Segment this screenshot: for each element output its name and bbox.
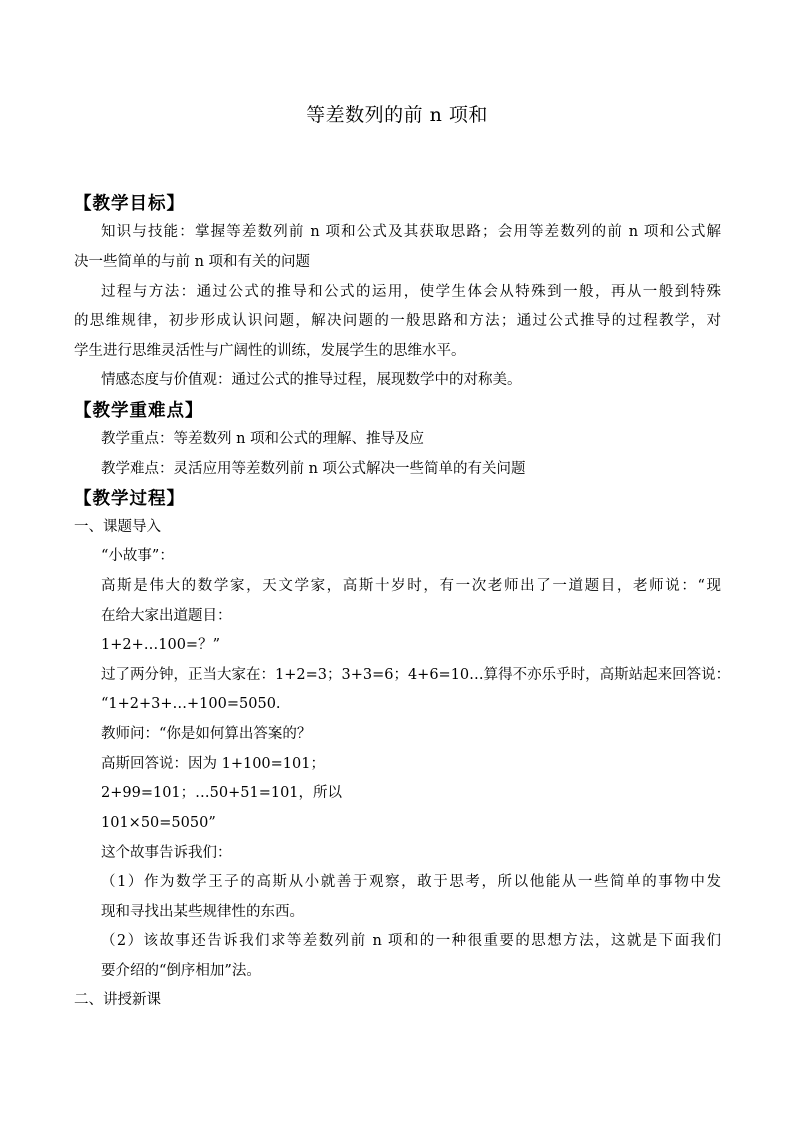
- section-heading-process: 【教学过程】: [74, 489, 185, 509]
- goal-knowledge-line-2: 决一些简单的与前 n 项和有关的问题: [74, 254, 311, 270]
- story-line-8: 2+99=101；…50+51=101，所以: [101, 785, 343, 801]
- story-line-6: 教师问：“你是如何算出答案的？: [101, 726, 312, 742]
- story-line-5: “1+2+3+…+100=5050.: [101, 696, 281, 712]
- section-heading-goals: 【教学目标】: [74, 194, 185, 214]
- part1-title: 一、课题导入: [74, 519, 161, 535]
- lesson-1-line-1: （1）作为数学王子的高斯从小就善于观察，敢于思考，所以他能从一些简单的事物中发: [101, 874, 721, 890]
- lesson-2-line-2: 要介绍的“倒序相加”法。: [101, 963, 261, 979]
- story-line-9: 101×50=5050”: [101, 815, 216, 831]
- story-line-2: 在给大家出道题目：: [101, 608, 232, 624]
- goal-process-line-1: 过程与方法：通过公式的推导和公式的运用，使学生体会从特殊到一般，再从一般到特殊: [101, 284, 721, 300]
- goal-process-line-2: 的思维规律，初步形成认识问题，解决问题的一般思路和方法；通过公式推导的过程教学，对: [74, 313, 721, 329]
- lesson-2-line-1: （2）该故事还告诉我们求等差数列前 n 项和的一种很重要的思想方法，这就是下面我们: [101, 933, 721, 949]
- goal-knowledge-line-1: 知识与技能：掌握等差数列前 n 项和公式及其获取思路；会用等差数列的前 n 项和公式解: [101, 224, 721, 240]
- story-line-3: 1+2+…100=？”: [101, 637, 220, 653]
- goal-emotion-line: 情感态度与价值观：通过公式的推导过程，展现数学中的对称美。: [101, 372, 522, 388]
- section-heading-key-points: 【教学重难点】: [74, 401, 204, 421]
- document-title: 等差数列的前 n 项和: [306, 104, 488, 126]
- story-line-7: 高斯回答说：因为 1+100=101；: [101, 756, 325, 772]
- story-label: “小故事”：: [101, 548, 174, 564]
- key-point-difficulty: 教学难点：灵活应用等差数列前 n 项公式解决一些简单的有关问题: [101, 461, 526, 477]
- goal-process-line-3: 学生进行思维灵活性与广阔性的训练，发展学生的思维水平。: [74, 343, 466, 359]
- part2-title: 二、讲授新课: [74, 992, 161, 1008]
- story-line-1: 高斯是伟大的数学家，天文学家，高斯十岁时，有一次老师出了一道题目，老师说：“现: [101, 578, 721, 594]
- lesson-1-line-2: 现和寻找出某些规律性的东西。: [101, 904, 304, 920]
- story-line-10: 这个故事告诉我们：: [101, 845, 232, 861]
- story-line-4: 过了两分钟，正当大家在：1+2=3；3+3=6；4+6=10…算得不亦乐乎时，高斯站起来回答说：: [101, 667, 731, 683]
- key-point-focus: 教学重点：等差数列 n 项和公式的理解、推导及应: [101, 431, 425, 447]
